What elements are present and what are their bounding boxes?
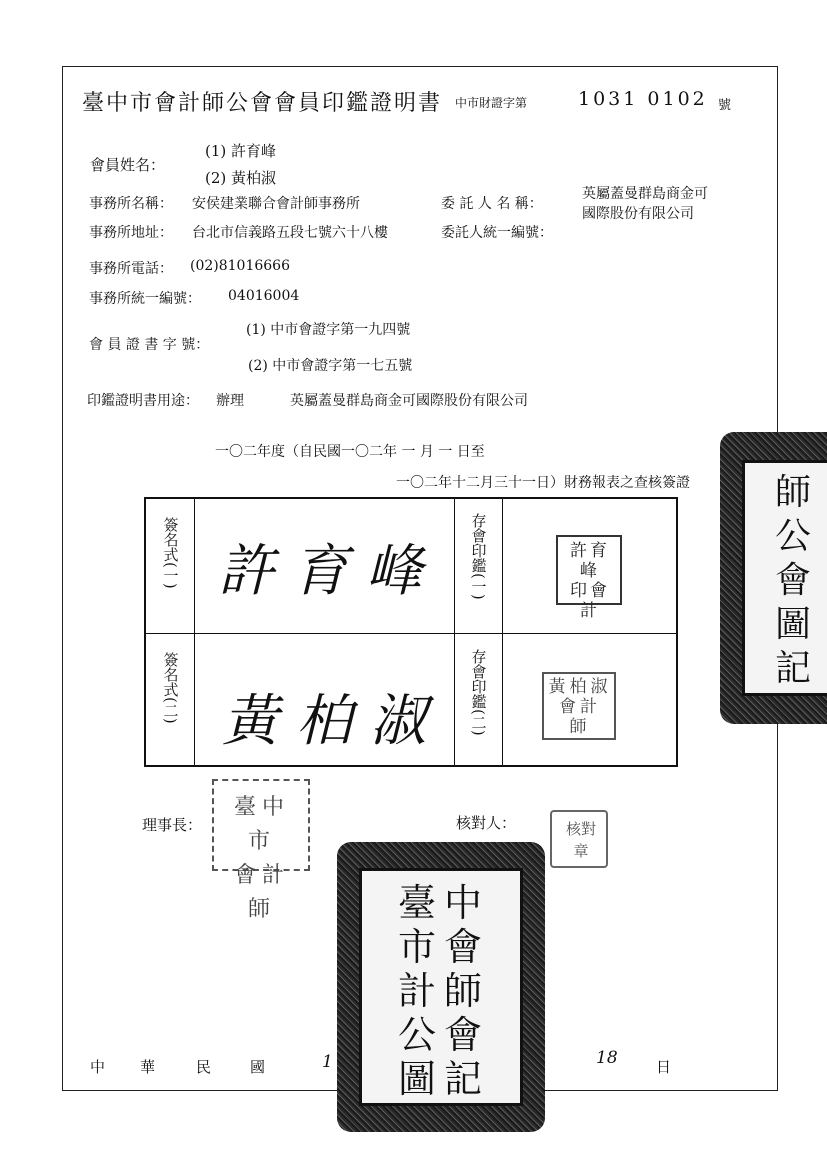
table-col-divider (454, 499, 455, 765)
firm-address-label: 事務所地址： (89, 225, 173, 241)
footer-char-guo: 國 (250, 1058, 266, 1076)
period-line1: 一〇二年度（自民國一〇二年 一 月 一 日至 (215, 444, 485, 460)
footer-char-zhong: 中 (90, 1058, 106, 1076)
footer-day-fragment: 18 (596, 1048, 618, 1068)
firm-name: 安侯建業聯合會計師事務所 (192, 196, 360, 212)
official-seal: 臺中 市會 計師 公會 圖記 (337, 842, 545, 1132)
seal-label-1: 存會印鑑(一) (469, 513, 488, 600)
member-name-2: (2) 黃柏淑 (205, 169, 277, 187)
cert-number: 1031 0102 (578, 88, 708, 110)
member-seal-1: 許育峰 印會 計 (556, 535, 622, 605)
client-name-line1: 英屬蓋曼群島商金可 (582, 186, 708, 202)
firm-phone-label: 事務所電話： (89, 261, 173, 277)
purpose-company: 英屬蓋曼群島商金可國際股份有限公司 (290, 393, 528, 409)
signature-table (144, 497, 678, 767)
chair-label: 理事長： (142, 816, 203, 834)
footer-day-unit: 日 (656, 1058, 672, 1076)
firm-tax-id: 04016004 (228, 288, 300, 304)
sign-label-1: 簽名式(一) (161, 517, 180, 589)
client-tax-id-label: 委託人統一編號： (441, 225, 553, 241)
firm-name-label: 事務所名稱： (89, 196, 173, 212)
firm-tax-id-label: 事務所統一編號： (89, 291, 201, 307)
footer-year-fragment: 1 (322, 1052, 333, 1072)
cert-prefix: 中市財證字第 (455, 96, 528, 110)
purpose-label: 印鑑證明書用途： (87, 393, 199, 409)
sign-label-2: 簽名式(二) (161, 652, 180, 724)
member-name-1: (1) 許育峰 (205, 142, 277, 160)
member-seal-2: 黃柏淑 會計 師 (542, 672, 616, 740)
purpose-action: 辦理 (216, 393, 244, 409)
client-name-label: 委 託 人 名 稱： (441, 196, 543, 212)
firm-address: 台北市信義路五段七號六十八樓 (192, 225, 388, 241)
official-seal-partial: 師 公 會 圖 記 (720, 432, 827, 724)
signature-2: 黃柏淑 (222, 689, 444, 754)
footer-char-hua: 華 (140, 1058, 156, 1076)
certificate-2: (2) 中市會證字第一七五號 (248, 358, 413, 374)
checker-label: 核對人： (456, 814, 517, 832)
client-name-line2: 國際股份有限公司 (582, 206, 694, 222)
firm-phone: (02)81016666 (190, 258, 290, 274)
footer-char-min: 民 (196, 1058, 212, 1076)
certificate-1: (1) 中市會證字第一九四號 (246, 322, 411, 338)
page-title: 臺中市會計師公會會員印鑑證明書 (82, 91, 443, 116)
table-row-divider (146, 633, 676, 634)
certificate-label: 會 員 證 書 字 號： (89, 337, 210, 353)
checker-seal: 核對 章 (550, 810, 608, 868)
signature-1: 許育峰 (218, 539, 440, 604)
seal-label-2: 存會印鑑(二) (469, 649, 488, 736)
table-col-divider (194, 499, 195, 765)
chair-seal: 臺中市 會計師 (212, 779, 310, 871)
cert-suffix: 號 (718, 98, 732, 113)
period-line2: 一〇二年十二月三十一日）財務報表之查核簽證 (396, 475, 690, 491)
table-col-divider (502, 499, 503, 765)
member-name-label: 會員姓名： (90, 156, 166, 174)
